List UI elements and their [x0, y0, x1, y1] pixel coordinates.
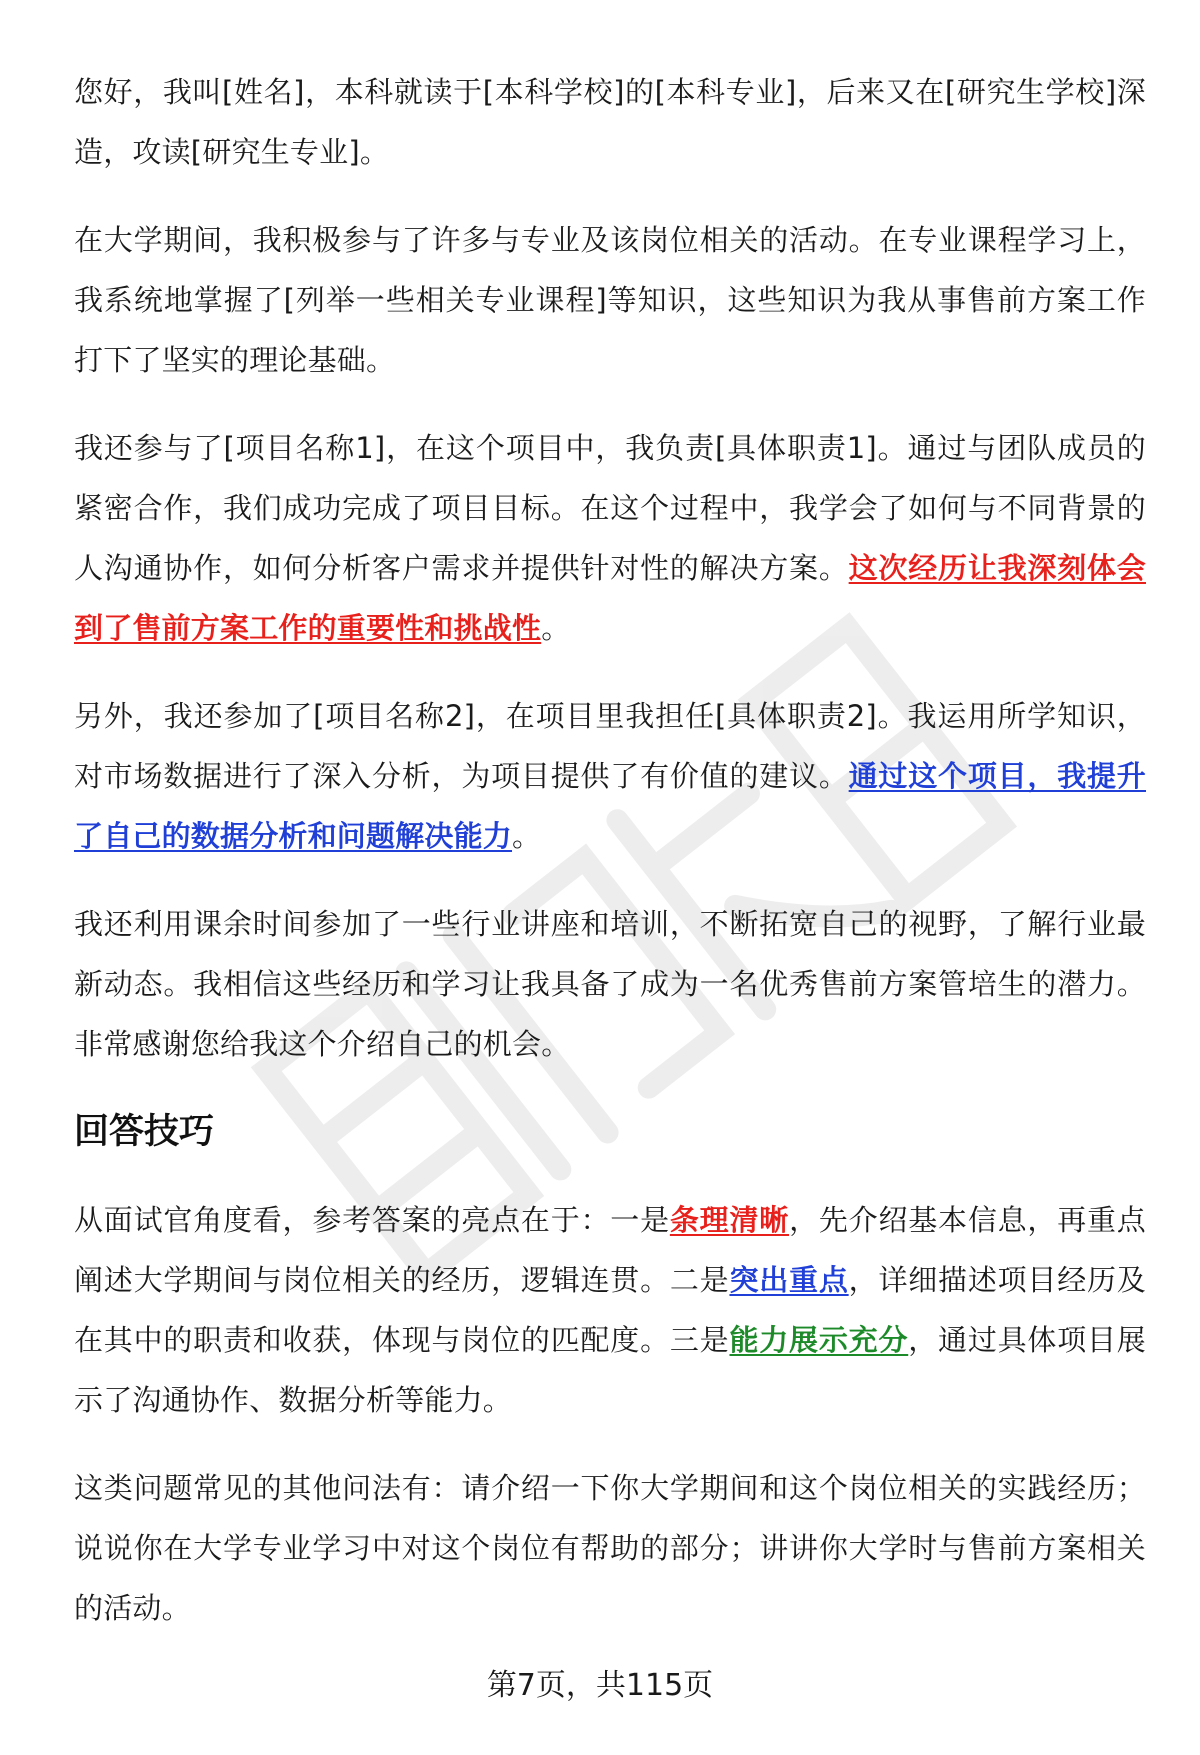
paragraph-coursework [74, 210, 1146, 390]
tips-text-c: ，详细描述项目经历及在其中的职责和收获，体现与岗位的匹配度。三是 [74, 1263, 1146, 1357]
paragraph-intro [74, 62, 1146, 182]
paragraph-project-2-tail: 。 [512, 819, 542, 853]
paragraph-closing-text: 我还利用课余时间参加了一些行业讲座和培训，不断拓宽自己的视野，了解行业最新动态。我相信这些经历和学习让我具备了成为一名优秀售前方案管培生的潜力。非常感谢您给我这个介绍自己的机会。 [74, 907, 1146, 1061]
tips-text-a: 从面试官角度看，参考答案的亮点在于：一是 [74, 1203, 670, 1237]
highlight-red-project-1: 这次经历让我深刻体会到了售前方案工作的重要性和挑战性 [74, 551, 1146, 645]
paragraph-project-1-text: 我还参与了[项目名称1]，在这个项目中，我负责[具体职责1]。通过与团队成员的紧密合作，我们成功完成了项目目标。在这个过程中，我学会了如何与不同背景的人沟通协作，如何分析客户需求并提供针对性的解决方案。 [74, 431, 1146, 585]
highlight-green-abilities: 能力展示充分 [729, 1323, 909, 1357]
main-content [74, 62, 1146, 1666]
paragraph-tips-variants-text: 这类问题常见的其他问法有：请介绍一下你大学期间和这个岗位相关的实践经历；说说你在大学专业学习中对这个岗位有帮助的部分；讲讲你大学时与售前方案相关的活动。 [74, 1471, 1146, 1625]
paragraph-coursework-text: 在大学期间，我积极参与了许多与专业及该岗位相关的活动。在专业课程学习上，我系统地掌握了[列举一些相关专业课程]等知识，这些知识为我从事售前方案工作打下了坚实的理论基础。 [74, 223, 1146, 377]
paragraph-closing [74, 894, 1146, 1074]
paragraph-tips-variants [74, 1458, 1146, 1638]
tips-text-d: ，通过具体项目展示了沟通协作、数据分析等能力。 [74, 1323, 1146, 1417]
section-title: 回答技巧 [74, 1112, 215, 1152]
paragraph-tips-highlights [74, 1190, 1146, 1430]
highlight-blue-key-points: 突出重点 [729, 1263, 849, 1297]
page-number-footer: 第7页，共115页 [486, 1668, 714, 1703]
paragraph-intro-text: 您好，我叫[姓名]，本科就读于[本科学校]的[本科专业]，后来又在[研究生学校]深造，攻读[研究生专业]。 [74, 75, 1146, 169]
paragraph-project-1 [74, 418, 1146, 658]
tips-text-b: ，先介绍基本信息，再重点阐述大学期间与岗位相关的经历，逻辑连贯。二是 [74, 1203, 1146, 1297]
paragraph-project-2-text: 另外，我还参加了[项目名称2]，在项目里我担任[具体职责2]。我运用所学知识，对市场数据进行了深入分析，为项目提供了有价值的建议。 [74, 699, 1146, 793]
highlight-blue-project-2: 通过这个项目，我提升了自己的数据分析和问题解决能力 [74, 759, 1146, 853]
highlight-red-clear-structure: 条理清晰 [669, 1203, 790, 1237]
paragraph-project-1-tail: 。 [541, 611, 571, 645]
paragraph-project-2 [74, 686, 1146, 866]
